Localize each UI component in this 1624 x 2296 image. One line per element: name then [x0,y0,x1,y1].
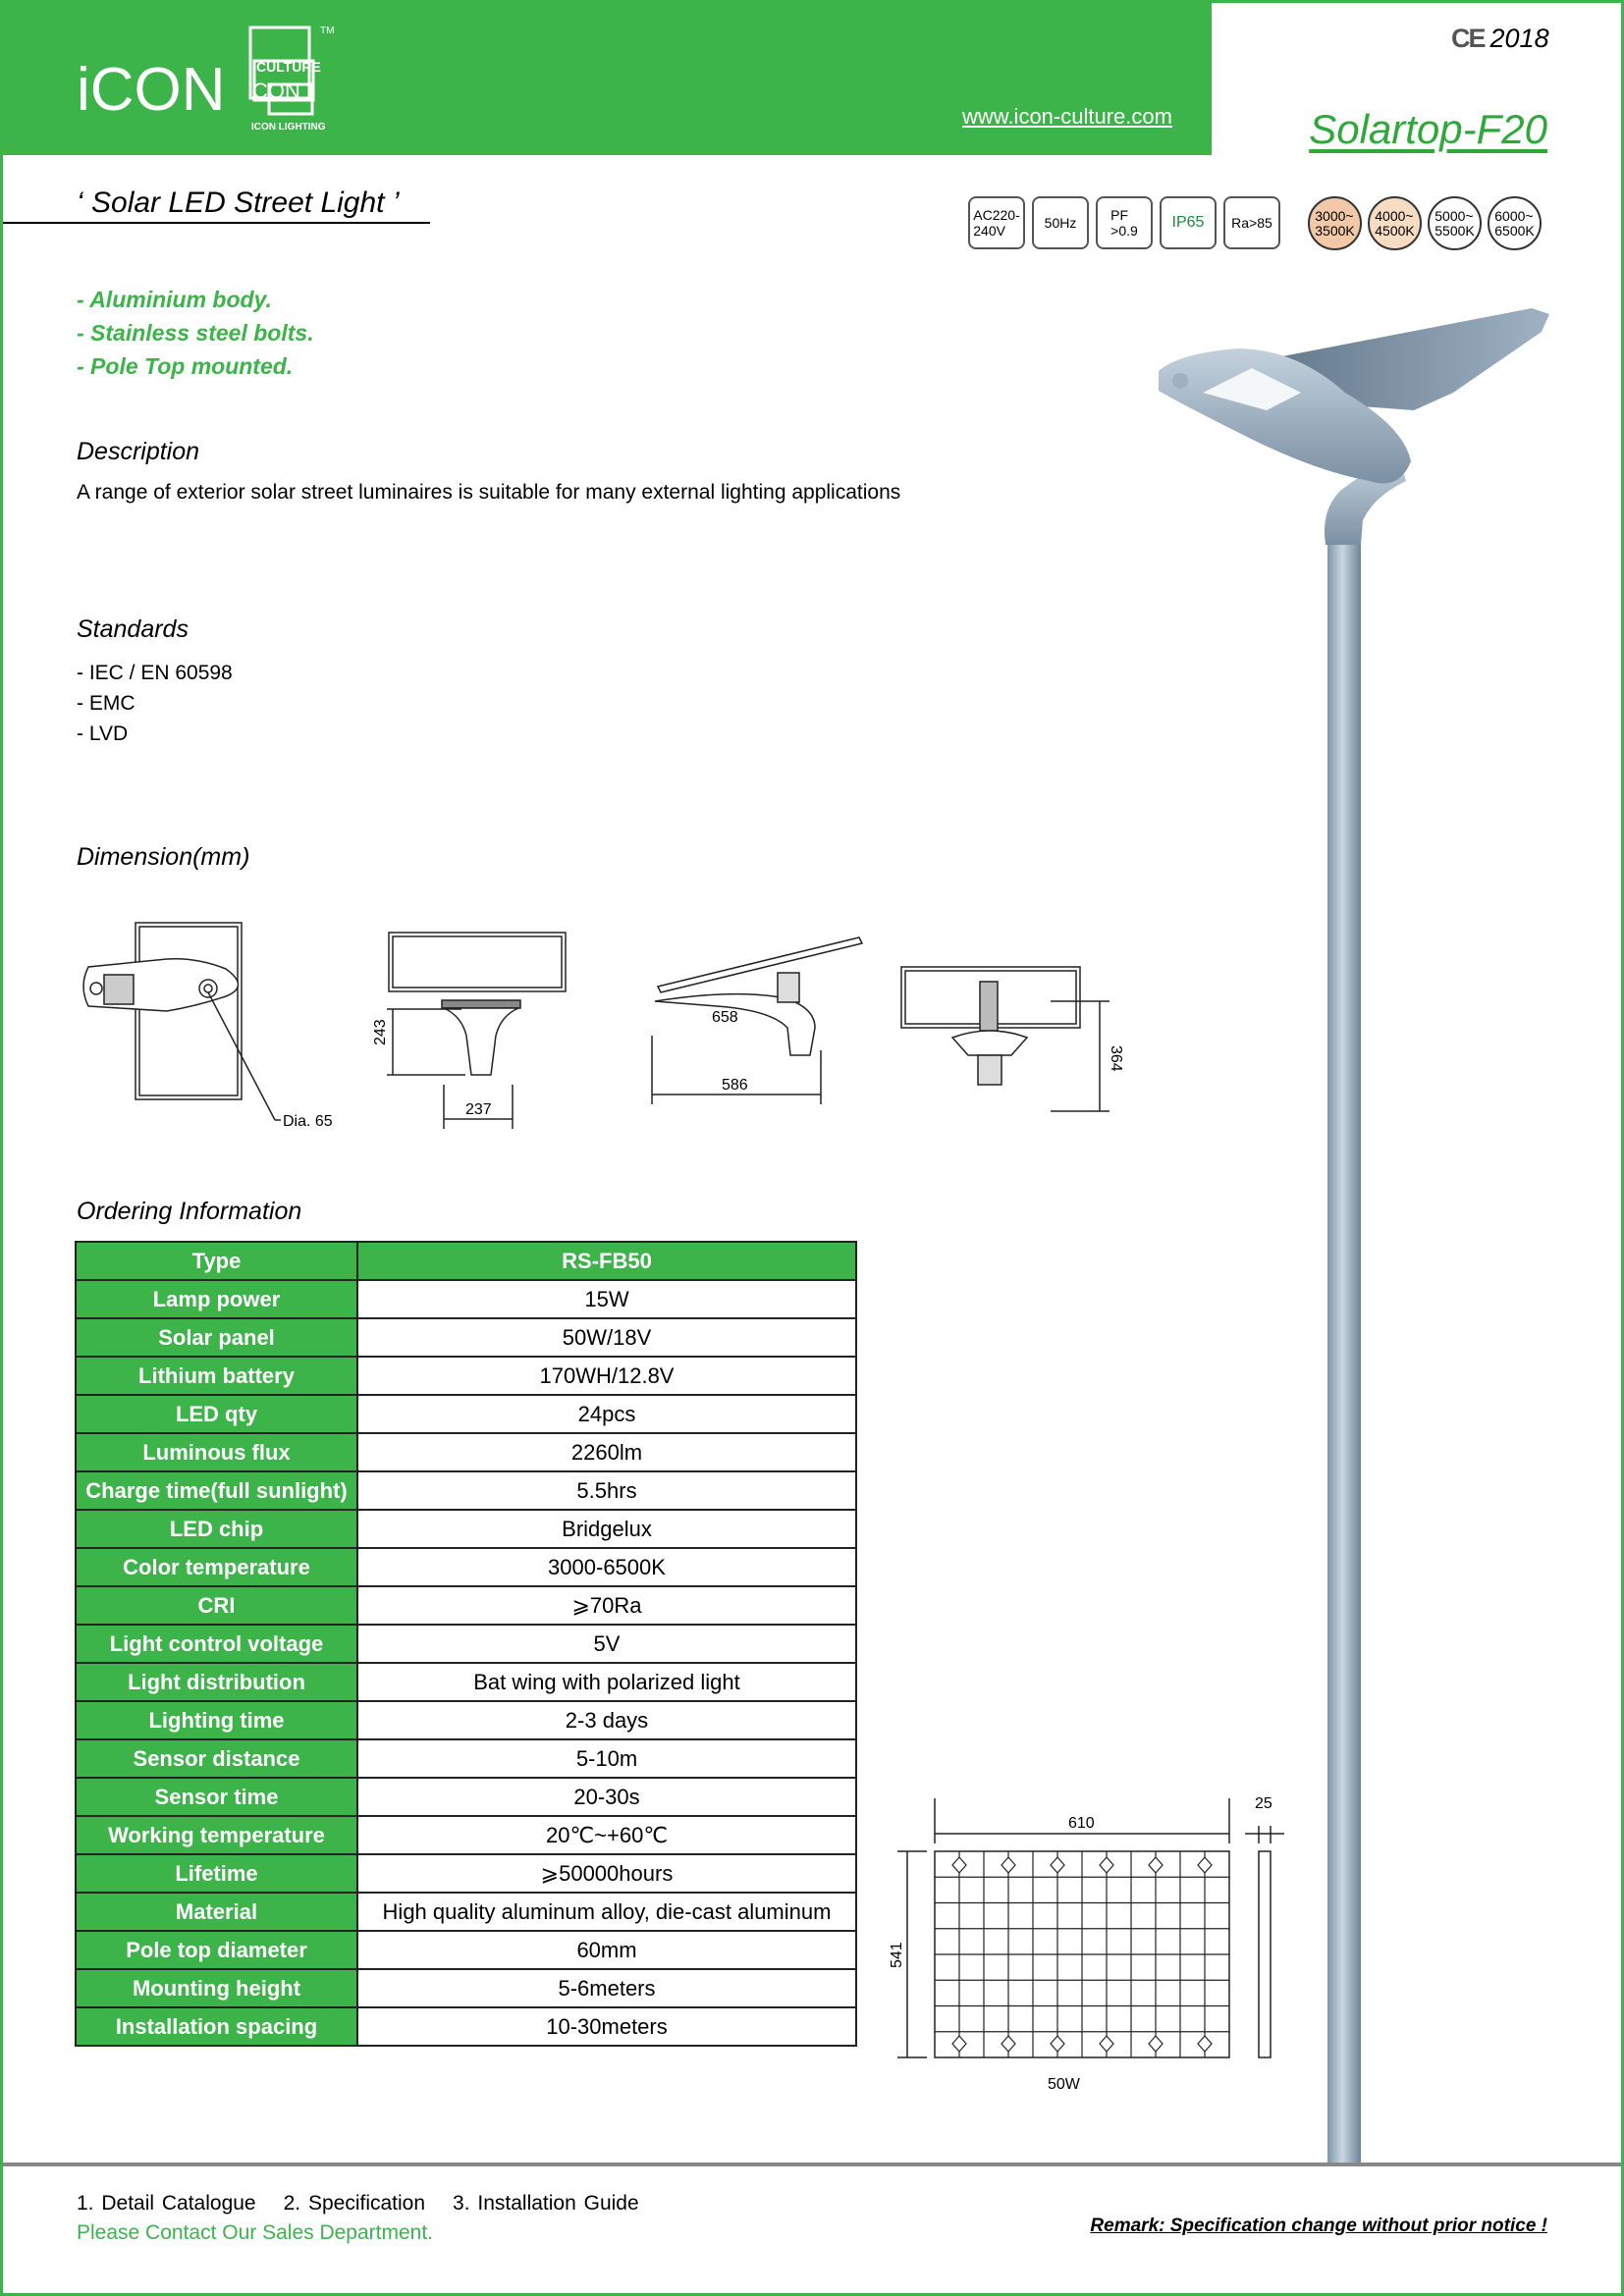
logo-line2: CON [252,79,300,103]
table-row [76,1969,856,2007]
standard-item: - EMC [77,692,135,715]
table-row [76,1854,856,1893]
doc-item: 1. Detail Catalogue [77,2192,256,2215]
badge-voltage: AC220- 240V [968,196,1025,249]
title-underline [0,222,430,224]
spec-key: Installation spacing [76,2007,357,2046]
trademark: TM [320,26,335,36]
spec-key: Working temperature [76,1816,357,1854]
brand-logo [77,20,391,137]
footer-divider [0,2163,1624,2166]
dia-label: Dia. 65 [283,1113,333,1130]
brand-name: iCON [77,56,226,124]
spec-value: 5-10m [357,1739,856,1778]
product-title: ‘ Solar LED Street Light ’ [77,187,400,219]
cct-5000: 5000~ 5500K [1428,196,1482,250]
table-row [76,1701,856,1739]
spec-key: Light distribution [76,1663,357,1701]
standards-list [77,658,233,749]
contact-text: Please Contact Our Sales Department. [77,2221,434,2244]
dim-586: 586 [722,1077,748,1094]
table-row [76,1357,856,1395]
badge-ip-rating: IP65 [1160,196,1217,249]
standard-item: - IEC / EN 60598 [77,662,233,684]
spec-key: LED chip [76,1510,357,1548]
feature-item: - Pole Top mounted. [77,353,294,379]
feature-item: - Aluminium body. [77,287,272,312]
table-row [76,1471,856,1510]
cct-4000: 4000~ 4500K [1368,196,1422,250]
spec-value: 24pcs [357,1395,856,1433]
spec-value: 10-30meters [357,2007,856,2046]
dim-364: 364 [1108,1045,1124,1072]
table-row [76,1510,856,1548]
spec-value: 20-30s [357,1778,856,1816]
spec-value: RS-FB50 [357,1242,856,1280]
cct-6000: 6000~ 6500K [1488,196,1542,250]
spec-value: 2-3 days [357,1701,856,1739]
panel-width-label: 610 [1068,1815,1095,1832]
dim-243: 243 [372,1019,389,1045]
doc-item: 2. Specification [283,2192,426,2215]
doc-item: 3. Installation Guide [453,2192,639,2215]
dimension-heading: Dimension(mm) [77,843,250,871]
panel-height-label: 541 [889,1942,905,1968]
spec-key: Solar panel [76,1318,357,1357]
spec-key: Luminous flux [76,1433,357,1471]
table-row [76,1625,856,1663]
logo-sub: ICON LIGHTING [251,122,326,133]
spec-key: Lifetime [76,1854,357,1893]
table-row [76,1778,856,1816]
dim-237: 237 [465,1101,492,1118]
cct-options [1308,196,1542,250]
spec-value: 2260lm [357,1433,856,1471]
description-heading: Description [77,438,200,465]
spec-value: 60mm [357,1931,856,1969]
spec-badges [968,196,1280,249]
spec-value: 50W/18V [357,1318,856,1357]
spec-key: Mounting height [76,1969,357,2007]
spec-value: ⩾50000hours [357,1854,856,1893]
table-row [76,1586,856,1625]
standards-heading: Standards [77,615,189,643]
year-text: 2018 [1489,24,1549,53]
feature-item: - Stainless steel bolts. [77,320,314,346]
spec-key: Material [76,1893,357,1931]
logo-line1: CULTURE [256,59,321,75]
spec-value: Bat wing with polarized light [357,1663,856,1701]
spec-key: Lamp power [76,1280,357,1318]
spec-key: Lithium battery [76,1357,357,1395]
ce-mark-icon: CE [1451,24,1485,53]
table-row [76,1433,856,1471]
table-row [76,1395,856,1433]
document-list [77,2192,667,2216]
spec-value: 5V [357,1625,856,1663]
spec-value: 15W [357,1280,856,1318]
spec-key: Type [76,1242,357,1280]
panel-thickness-label: 25 [1255,1795,1272,1812]
cct-3000: 3000~ 3500K [1308,196,1362,250]
spec-value: 5.5hrs [357,1471,856,1510]
description-text: A range of exterior solar street luminaires is suitable for many external lighting applications [77,481,901,504]
table-row [76,1739,856,1778]
table-row [76,1663,856,1701]
website-link[interactable]: www.icon-culture.com [962,104,1172,129]
table-row [76,1931,856,1969]
table-row [76,1280,856,1318]
badge-frequency: 50Hz [1032,196,1089,249]
model-name: Solartop-F20 [1309,106,1547,152]
table-row [76,1242,856,1280]
spec-key: CRI [76,1586,357,1625]
spec-value: ⩾70Ra [357,1586,856,1625]
spec-value: 20℃~+60℃ [357,1816,856,1854]
ordering-heading: Ordering Information [77,1198,302,1225]
table-row [76,1318,856,1357]
spec-key: Light control voltage [76,1625,357,1663]
profile-view-drawing [652,937,862,1104]
year-label [1451,24,1549,54]
dim-658: 658 [712,1009,738,1026]
top-view-drawing [83,923,281,1120]
spec-key: Pole top diameter [76,1931,357,1969]
spec-key: Lighting time [76,1701,357,1739]
remark-text: Remark: Specification change without prior notice ! [1090,2216,1547,2236]
spec-key: Sensor distance [76,1739,357,1778]
spec-value: 5-6meters [357,1969,856,2007]
table-row [76,1816,856,1854]
badge-power-factor: PF >0.9 [1096,196,1153,249]
spec-value: High quality aluminum alloy, die-cast aluminum [357,1893,856,1931]
spec-key: LED qty [76,1395,357,1433]
side-view-drawing [387,933,566,1129]
feature-list [77,283,314,383]
spec-key: Charge time(full sunlight) [76,1471,357,1510]
spec-value: 3000-6500K [357,1548,856,1586]
panel-power-label: 50W [1048,2076,1080,2093]
table-row [76,2007,856,2046]
table-row [76,1548,856,1586]
table-row [76,1893,856,1931]
spec-key: Sensor time [76,1778,357,1816]
standard-item: - LVD [77,722,129,745]
ordering-table [75,1241,857,2047]
badge-ra: Ra>85 [1223,196,1280,249]
spec-value: 170WH/12.8V [357,1357,856,1395]
product-photo-pole [1119,294,1571,2165]
spec-key: Color temperature [76,1548,357,1586]
rear-view-drawing [901,967,1110,1111]
spec-value: Bridgelux [357,1510,856,1548]
dimension-drawings [69,908,1159,1144]
